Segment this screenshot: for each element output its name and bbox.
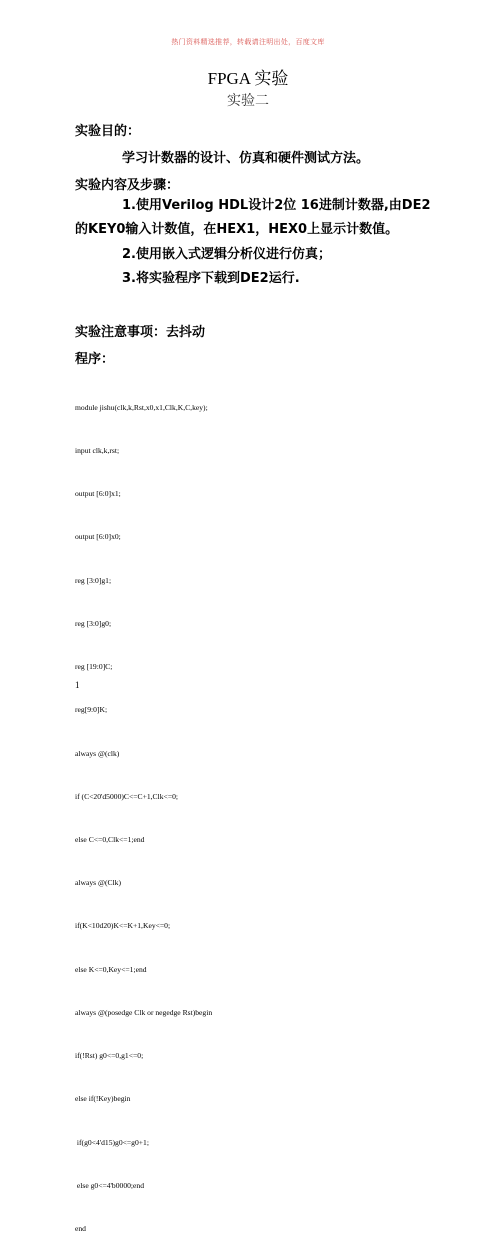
step-1-line-1: 1.使用Verilog HDL设计2位 16进制计数器,由DE2: [122, 198, 431, 213]
purpose-text: 学习计数器的设计、仿真和硬件测试方法。: [122, 151, 370, 166]
code-line: output [6:0]x0;: [75, 532, 121, 542]
code-line: input clk,k,rst;: [75, 446, 120, 456]
step-3: 3.将实验程序下载到DE2运行.: [122, 271, 300, 286]
code-line: if(K<10d20)K<=K+1,Key<=0;: [75, 921, 171, 931]
code-line: reg [3:0]g0;: [75, 618, 112, 628]
step-1-line-2: 的KEY0输入计数值，在HEX1，HEX0上显示计数值。: [75, 222, 399, 237]
step-2: 2.使用嵌入式逻辑分析仪进行仿真；: [122, 247, 331, 262]
code-line: else K<=0,Key<=1;end: [75, 964, 147, 974]
document-title: FPGA 实验: [207, 69, 289, 88]
code-line: else C<=0,Clk<=1;end: [75, 835, 145, 844]
code-line: reg [19:0]C;: [75, 662, 113, 672]
purpose-heading: 实验目的：: [75, 124, 141, 139]
watermark-text: 热门资料精选推荐，转载请注明出处，百度文库: [171, 38, 325, 46]
code-line: if(!Rst) g0<=0,g1<=0;: [75, 1051, 144, 1061]
code-line: if(g0<4'd15)g0<=g0+1;: [75, 1137, 149, 1147]
code-line: else g0<=4'b0000;end: [75, 1180, 144, 1190]
code-line: reg[9:0]K;: [75, 705, 108, 715]
code-line: if (C<20'd5000)C<=C+1,Clk<=0;: [75, 791, 179, 801]
code-line: always @(posedge Clk or negedge Rst)begin: [75, 1007, 213, 1017]
code-line: end: [75, 1223, 86, 1233]
program-heading: 程序：: [75, 352, 115, 367]
code-line: else if(!Key)begin: [75, 1094, 131, 1104]
code-line: output [6:0]x1;: [75, 489, 121, 499]
code-line: reg [3:0]g1;: [75, 575, 112, 585]
notes-heading: 实验注意事项：去抖动: [75, 325, 206, 340]
code-line: always @(clk): [75, 748, 120, 758]
document-subtitle: 实验二: [227, 93, 269, 109]
code-line: module jishu(clk,k,Rst,x0,x1,Clk,K,C,key);: [75, 402, 208, 412]
steps-heading: 实验内容及步骤：: [75, 178, 180, 193]
page-number: 1: [75, 680, 80, 690]
code-line: always @(Clk): [75, 878, 122, 888]
code-block: [75, 372, 212, 1251]
